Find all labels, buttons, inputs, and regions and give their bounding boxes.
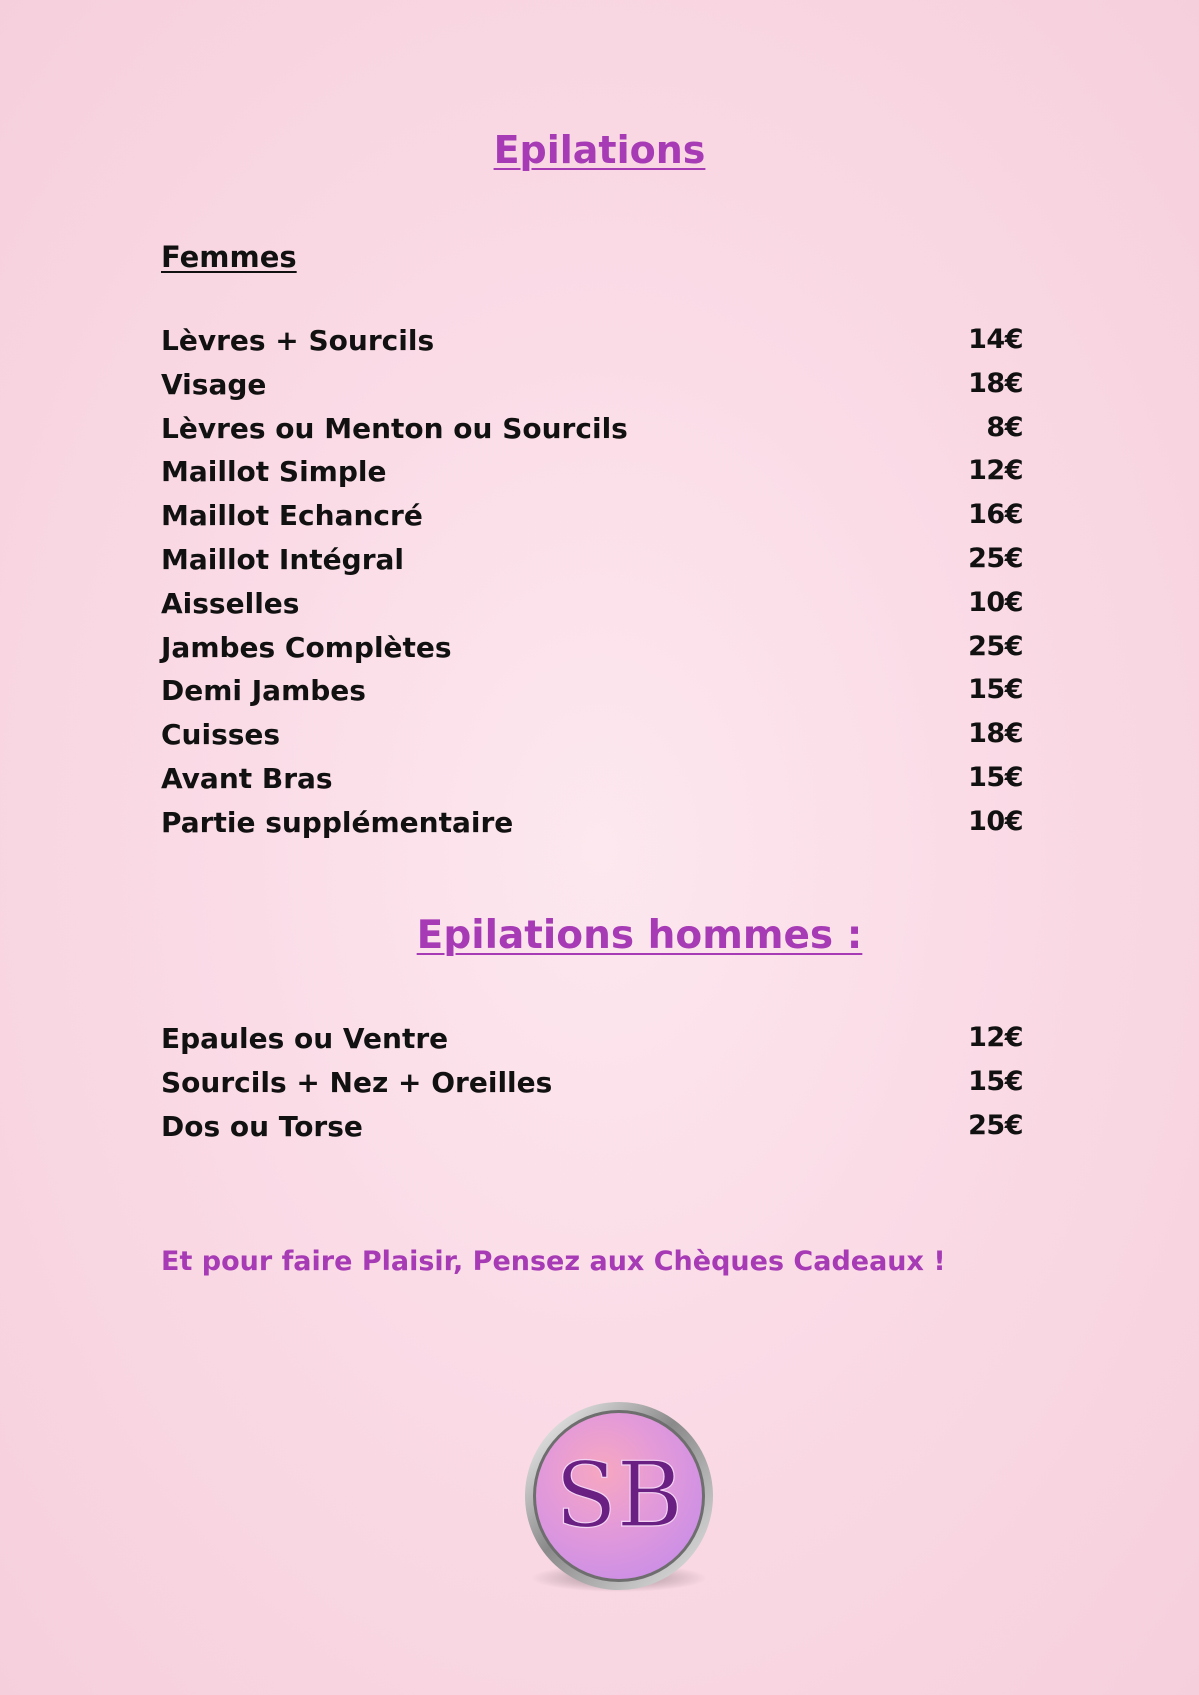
gift-voucher-note: Et pour faire Plaisir, Pensez aux Chèques Cadeaux ! xyxy=(161,1246,946,1277)
men-price-list xyxy=(161,1022,1023,1153)
service-name: Partie supplémentaire xyxy=(161,805,514,839)
service-price: 25€ xyxy=(968,630,1023,662)
service-price: 10€ xyxy=(968,586,1023,618)
list-item xyxy=(161,543,1023,587)
service-price: 25€ xyxy=(968,1109,1023,1141)
list-item xyxy=(161,674,1023,718)
sb-logo-icon xyxy=(519,1400,719,1600)
service-name: Visage xyxy=(161,367,267,401)
service-name: Maillot Simple xyxy=(161,455,387,489)
list-item xyxy=(161,1022,1023,1066)
service-price: 15€ xyxy=(968,674,1023,706)
service-price: 12€ xyxy=(968,1022,1023,1053)
service-price: 10€ xyxy=(968,805,1023,837)
service-price: 15€ xyxy=(968,761,1023,793)
service-price: 8€ xyxy=(986,411,1023,443)
service-price: 14€ xyxy=(968,324,1023,355)
service-name: Dos ou Torse xyxy=(161,1109,363,1143)
service-name: Lèvres + Sourcils xyxy=(161,324,435,357)
service-price: 16€ xyxy=(968,499,1023,531)
women-section-label: Femmes xyxy=(161,240,297,274)
service-name: Jambes Complètes xyxy=(161,630,452,664)
list-item xyxy=(161,499,1023,543)
men-section-title: Epilations hommes : xyxy=(416,913,863,958)
list-item xyxy=(161,455,1023,499)
list-item xyxy=(161,1110,1023,1154)
service-name: Maillot Echancré xyxy=(161,499,423,533)
service-name: Maillot Intégral xyxy=(161,542,404,576)
service-name: Cuisses xyxy=(161,718,281,752)
page-title: Epilations xyxy=(493,128,706,172)
service-name: Aisselles xyxy=(161,586,300,620)
list-item xyxy=(161,412,1023,456)
logo-text: SB xyxy=(555,1443,683,1548)
women-price-list xyxy=(161,324,1023,850)
service-price: 12€ xyxy=(968,455,1023,487)
service-price: 18€ xyxy=(968,718,1023,750)
service-price: 18€ xyxy=(968,367,1023,399)
service-price: 15€ xyxy=(968,1065,1023,1097)
list-item xyxy=(161,1066,1023,1110)
service-name: Avant Bras xyxy=(161,761,333,795)
service-name: Sourcils + Nez + Oreilles xyxy=(161,1065,553,1099)
list-item xyxy=(161,806,1023,850)
service-name: Lèvres ou Menton ou Sourcils xyxy=(161,411,628,445)
list-item xyxy=(161,368,1023,412)
list-item xyxy=(161,587,1023,631)
service-name: Epaules ou Ventre xyxy=(161,1022,449,1055)
list-item xyxy=(161,762,1023,806)
list-item xyxy=(161,324,1023,368)
service-name: Demi Jambes xyxy=(161,674,366,708)
list-item xyxy=(161,631,1023,675)
service-price: 25€ xyxy=(968,542,1023,574)
list-item xyxy=(161,718,1023,762)
